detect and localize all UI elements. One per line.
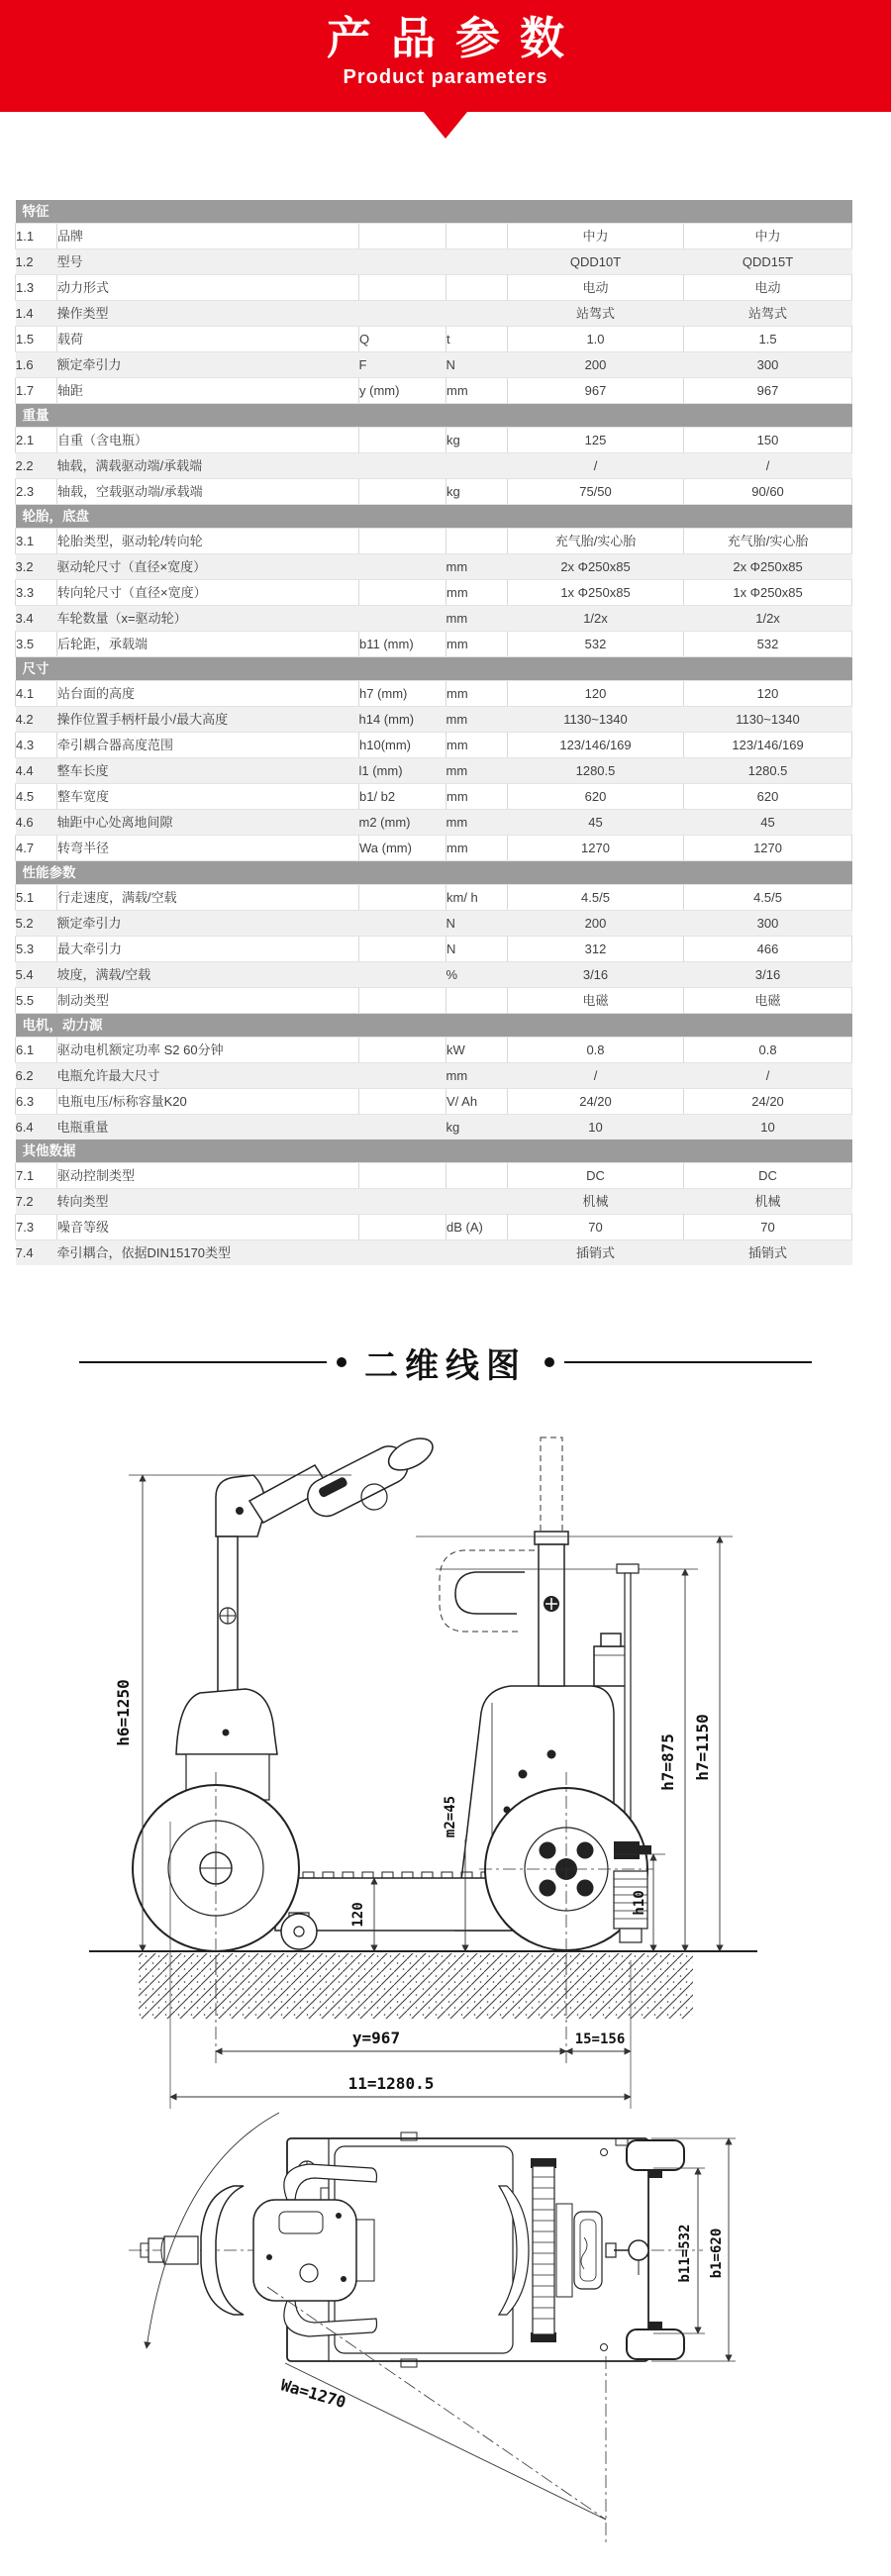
- table-row: [16, 962, 852, 988]
- table-cell: 整车长度: [57, 758, 359, 784]
- table-section-title: 电机，动力源: [16, 1014, 852, 1038]
- table-row: [16, 428, 852, 453]
- table-cell: mm: [446, 606, 508, 632]
- table-cell: [446, 453, 508, 479]
- table-cell: 123/146/169: [508, 733, 684, 758]
- table-cell: 轴距: [57, 378, 359, 404]
- table-cell: [359, 1163, 446, 1189]
- side-view-drawing: [59, 1406, 891, 2158]
- table-cell: 坡度，满载/空载: [57, 962, 359, 988]
- table-cell: 驱动轮尺寸（直径×宽度）: [57, 554, 359, 580]
- table-cell: [359, 554, 446, 580]
- table-cell: [359, 1038, 446, 1063]
- table-cell: 2x Φ250x85: [508, 554, 684, 580]
- table-cell: 站驾式: [508, 301, 684, 327]
- table-cell: [359, 529, 446, 554]
- table-row: [16, 681, 852, 707]
- table-cell: h7 (mm): [359, 681, 446, 707]
- table-cell: kg: [446, 428, 508, 453]
- table-row: [16, 224, 852, 249]
- table-cell: 6.1: [16, 1038, 57, 1063]
- table-cell: [359, 249, 446, 275]
- table-cell: 620: [684, 784, 852, 810]
- table-section-title: 尺寸: [16, 657, 852, 681]
- table-cell: 4.3: [16, 733, 57, 758]
- table-cell: 轮胎类型，驱动轮/转向轮: [57, 529, 359, 554]
- table-cell: [446, 224, 508, 249]
- table-cell: 90/60: [684, 479, 852, 505]
- divider-line-right: [564, 1361, 812, 1363]
- table-row: [16, 327, 852, 352]
- table-row: [16, 1189, 852, 1215]
- table-cell: %: [446, 962, 508, 988]
- table-cell: 0.8: [508, 1038, 684, 1063]
- table-row: [16, 911, 852, 937]
- table-cell: /: [684, 1063, 852, 1089]
- table-cell: 4.5/5: [508, 885, 684, 911]
- dim-l1-label: 11=1280.5: [347, 2074, 435, 2093]
- banner-pointer: [424, 112, 467, 139]
- table-cell: mm: [446, 1063, 508, 1089]
- table-cell: 站驾式: [684, 301, 852, 327]
- table-cell: [359, 580, 446, 606]
- table-cell: F: [359, 352, 446, 378]
- page-subtitle: Product parameters: [343, 66, 548, 88]
- table-cell: 1130~1340: [508, 707, 684, 733]
- table-cell: 电磁: [508, 988, 684, 1014]
- table-cell: 123/146/169: [684, 733, 852, 758]
- table-cell: 532: [684, 632, 852, 657]
- table-cell: mm: [446, 758, 508, 784]
- table-row: [16, 810, 852, 836]
- table-cell: 制动类型: [57, 988, 359, 1014]
- table-cell: 插销式: [684, 1240, 852, 1266]
- table-cell: h10(mm): [359, 733, 446, 758]
- table-cell: 驱动控制类型: [57, 1163, 359, 1189]
- table-cell: 2.1: [16, 428, 57, 453]
- table-cell: 3/16: [684, 962, 852, 988]
- table-cell: [359, 1089, 446, 1115]
- top-view-dimensions: [651, 2138, 736, 2361]
- table-cell: N: [446, 352, 508, 378]
- table-cell: /: [684, 453, 852, 479]
- table-cell: QDD15T: [684, 249, 852, 275]
- ground: [89, 1951, 757, 2019]
- table-cell: l1 (mm): [359, 758, 446, 784]
- table-row: [16, 988, 852, 1014]
- table-cell: 电瓶电压/标称容量K20: [57, 1089, 359, 1115]
- table-cell: 机械: [508, 1189, 684, 1215]
- table-cell: 10: [508, 1115, 684, 1140]
- table-cell: 4.1: [16, 681, 57, 707]
- table-cell: 620: [508, 784, 684, 810]
- table-cell: [446, 988, 508, 1014]
- table-cell: [359, 479, 446, 505]
- table-cell: 中力: [508, 224, 684, 249]
- params-table: [15, 200, 852, 1265]
- table-section-row: [16, 200, 852, 224]
- dim-wa-label: Wa=1270: [278, 2375, 348, 2413]
- table-cell: 466: [684, 937, 852, 962]
- table-cell: 型号: [57, 249, 359, 275]
- table-cell: mm: [446, 580, 508, 606]
- table-cell: b11 (mm): [359, 632, 446, 657]
- table-cell: 操作类型: [57, 301, 359, 327]
- table-cell: 6.3: [16, 1089, 57, 1115]
- table-cell: 3.4: [16, 606, 57, 632]
- table-cell: [359, 275, 446, 301]
- table-cell: y (mm): [359, 378, 446, 404]
- table-cell: m2 (mm): [359, 810, 446, 836]
- table-row: [16, 885, 852, 911]
- table-cell: 充气胎/实心胎: [508, 529, 684, 554]
- table-row: [16, 275, 852, 301]
- dim-h10-label: h10: [632, 1890, 647, 1916]
- table-cell: 5.1: [16, 885, 57, 911]
- table-cell: 转向类型: [57, 1189, 359, 1215]
- table-cell: [359, 428, 446, 453]
- table-cell: 7.2: [16, 1189, 57, 1215]
- table-cell: 7.1: [16, 1163, 57, 1189]
- table-cell: b1/ b2: [359, 784, 446, 810]
- table-cell: 操作位置手柄杆最小/最大高度: [57, 707, 359, 733]
- table-section-row: [16, 1014, 852, 1038]
- table-row: [16, 1038, 852, 1063]
- table-row: [16, 758, 852, 784]
- table-cell: 1.3: [16, 275, 57, 301]
- table-cell: 3.3: [16, 580, 57, 606]
- table-cell: 电动: [508, 275, 684, 301]
- drawing-section-title: 二维线图: [364, 1346, 527, 1385]
- table-cell: [446, 275, 508, 301]
- table-cell: 机械: [684, 1189, 852, 1215]
- table-cell: h14 (mm): [359, 707, 446, 733]
- table-cell: 电瓶允许最大尺寸: [57, 1063, 359, 1089]
- table-row: [16, 1215, 852, 1240]
- table-cell: 300: [684, 911, 852, 937]
- banner: [0, 0, 891, 112]
- table-row: [16, 453, 852, 479]
- table-cell: [359, 453, 446, 479]
- table-cell: 4.4: [16, 758, 57, 784]
- table-row: [16, 1163, 852, 1189]
- table-cell: mm: [446, 836, 508, 861]
- table-cell: 1.6: [16, 352, 57, 378]
- dim-h7-inner-label: h7=875: [658, 1734, 677, 1791]
- table-cell: 70: [508, 1215, 684, 1240]
- table-row: [16, 529, 852, 554]
- table-cell: [359, 1189, 446, 1215]
- table-cell: [359, 962, 446, 988]
- table-cell: DC: [508, 1163, 684, 1189]
- table-row: [16, 1115, 852, 1140]
- table-cell: 最大牵引力: [57, 937, 359, 962]
- table-cell: 200: [508, 352, 684, 378]
- divider-dot-right: [544, 1357, 554, 1367]
- table-cell: QDD10T: [508, 249, 684, 275]
- table-cell: dB (A): [446, 1215, 508, 1240]
- table-cell: 1/2x: [508, 606, 684, 632]
- table-cell: [359, 911, 446, 937]
- table-cell: 3.2: [16, 554, 57, 580]
- table-cell: 1280.5: [684, 758, 852, 784]
- table-cell: 5.2: [16, 911, 57, 937]
- dim-l5-label: 15=156: [574, 2031, 626, 2047]
- divider-line-left: [79, 1361, 327, 1363]
- table-cell: 站台面的高度: [57, 681, 359, 707]
- table-cell: V/ Ah: [446, 1089, 508, 1115]
- table-row: [16, 707, 852, 733]
- table-cell: 1x Φ250x85: [508, 580, 684, 606]
- table-section-title: 特征: [16, 200, 852, 224]
- dim-m2-label: m2=45: [443, 1795, 458, 1838]
- table-section-row: [16, 505, 852, 529]
- table-cell: N: [446, 911, 508, 937]
- table-row: [16, 836, 852, 861]
- table-cell: 牵引耦合，依据DIN15170类型: [57, 1240, 359, 1266]
- table-cell: km/ h: [446, 885, 508, 911]
- table-cell: 噪音等级: [57, 1215, 359, 1240]
- table-cell: 后轮距，承载端: [57, 632, 359, 657]
- table-cell: 4.7: [16, 836, 57, 861]
- table-cell: 3.1: [16, 529, 57, 554]
- table-cell: [359, 1240, 446, 1266]
- table-cell: 行走速度，满载/空载: [57, 885, 359, 911]
- table-cell: 4.5/5: [684, 885, 852, 911]
- table-row: [16, 352, 852, 378]
- table-row: [16, 937, 852, 962]
- dim-platform-label: 120: [350, 1902, 366, 1928]
- table-row: [16, 580, 852, 606]
- table-cell: 转弯半径: [57, 836, 359, 861]
- table-cell: 额定牵引力: [57, 352, 359, 378]
- table-row: [16, 632, 852, 657]
- table-cell: [359, 937, 446, 962]
- dim-h7-outer-label: h7=1150: [693, 1714, 712, 1781]
- dim-b1-label: b1=620: [709, 2228, 725, 2279]
- table-row: [16, 784, 852, 810]
- table-cell: 7.3: [16, 1215, 57, 1240]
- table-cell: 驱动电机额定功率 S2 60分钟: [57, 1038, 359, 1063]
- table-cell: mm: [446, 632, 508, 657]
- table-cell: 0.8: [684, 1038, 852, 1063]
- table-cell: 200: [508, 911, 684, 937]
- table-cell: 转向轮尺寸（直径×宽度）: [57, 580, 359, 606]
- table-cell: mm: [446, 733, 508, 758]
- table-row: [16, 249, 852, 275]
- table-cell: 轴载，满载驱动端/承载端: [57, 453, 359, 479]
- table-row: [16, 606, 852, 632]
- table-cell: kg: [446, 1115, 508, 1140]
- table-cell: 7.4: [16, 1240, 57, 1266]
- table-cell: 电瓶重量: [57, 1115, 359, 1140]
- dim-wheelbase-label: y=967: [351, 2029, 401, 2047]
- table-section-row: [16, 861, 852, 885]
- dim-b11-label: b11=532: [677, 2224, 693, 2283]
- table-cell: 5.3: [16, 937, 57, 962]
- table-section-title: 其他数据: [16, 1139, 852, 1163]
- table-cell: [359, 885, 446, 911]
- table-cell: /: [508, 1063, 684, 1089]
- table-cell: 125: [508, 428, 684, 453]
- table-cell: 1.5: [684, 327, 852, 352]
- table-cell: 967: [508, 378, 684, 404]
- table-row: [16, 1240, 852, 1266]
- table-cell: 45: [508, 810, 684, 836]
- table-cell: 载荷: [57, 327, 359, 352]
- table-cell: mm: [446, 810, 508, 836]
- table-cell: N: [446, 937, 508, 962]
- table-cell: [359, 224, 446, 249]
- table-cell: 24/20: [508, 1089, 684, 1115]
- parameters-table-wrap: [15, 200, 851, 1265]
- table-row: [16, 1089, 852, 1115]
- table-cell: 3.5: [16, 632, 57, 657]
- table-cell: 充气胎/实心胎: [684, 529, 852, 554]
- table-row: [16, 479, 852, 505]
- table-cell: 120: [684, 681, 852, 707]
- table-cell: 插销式: [508, 1240, 684, 1266]
- table-cell: [359, 606, 446, 632]
- table-cell: 6.2: [16, 1063, 57, 1089]
- table-cell: 中力: [684, 224, 852, 249]
- table-section-row: [16, 657, 852, 681]
- table-cell: 4.2: [16, 707, 57, 733]
- table-cell: mm: [446, 707, 508, 733]
- table-section-row: [16, 404, 852, 428]
- table-cell: 自重（含电瓶）: [57, 428, 359, 453]
- table-cell: 额定牵引力: [57, 911, 359, 937]
- table-cell: mm: [446, 554, 508, 580]
- table-cell: 1.5: [16, 327, 57, 352]
- table-row: [16, 301, 852, 327]
- table-cell: 轴载，空载驱动端/承载端: [57, 479, 359, 505]
- table-cell: 1.4: [16, 301, 57, 327]
- table-cell: 300: [684, 352, 852, 378]
- table-cell: 70: [684, 1215, 852, 1240]
- table-cell: 5.4: [16, 962, 57, 988]
- table-cell: 牵引耦合器高度范围: [57, 733, 359, 758]
- table-cell: [359, 1215, 446, 1240]
- table-cell: 2.3: [16, 479, 57, 505]
- table-cell: kW: [446, 1038, 508, 1063]
- table-cell: 2x Φ250x85: [684, 554, 852, 580]
- table-cell: 2.2: [16, 453, 57, 479]
- table-cell: [359, 301, 446, 327]
- table-cell: [446, 1240, 508, 1266]
- table-cell: 532: [508, 632, 684, 657]
- table-cell: 整车宽度: [57, 784, 359, 810]
- table-cell: 1270: [684, 836, 852, 861]
- table-cell: 312: [508, 937, 684, 962]
- table-cell: 120: [508, 681, 684, 707]
- table-cell: 电磁: [684, 988, 852, 1014]
- table-cell: 1280.5: [508, 758, 684, 784]
- table-cell: 1.0: [508, 327, 684, 352]
- table-cell: 1/2x: [684, 606, 852, 632]
- table-section-row: [16, 1139, 852, 1163]
- table-row: [16, 554, 852, 580]
- table-cell: 6.4: [16, 1115, 57, 1140]
- table-cell: [446, 249, 508, 275]
- table-cell: 1.7: [16, 378, 57, 404]
- table-cell: 5.5: [16, 988, 57, 1014]
- table-cell: [446, 529, 508, 554]
- table-cell: 品牌: [57, 224, 359, 249]
- table-cell: 动力形式: [57, 275, 359, 301]
- table-cell: DC: [684, 1163, 852, 1189]
- table-cell: 10: [684, 1115, 852, 1140]
- top-view-drawing: [59, 2109, 891, 2576]
- table-cell: /: [508, 453, 684, 479]
- table-row: [16, 378, 852, 404]
- table-cell: 1130~1340: [684, 707, 852, 733]
- table-cell: 4.5: [16, 784, 57, 810]
- table-cell: mm: [446, 378, 508, 404]
- table-cell: mm: [446, 784, 508, 810]
- table-row: [16, 1063, 852, 1089]
- table-section-title: 性能参数: [16, 861, 852, 885]
- table-cell: 24/20: [684, 1089, 852, 1115]
- table-cell: Wa (mm): [359, 836, 446, 861]
- page-title: 产品参数: [326, 13, 584, 63]
- table-row: [16, 733, 852, 758]
- table-section-title: 重量: [16, 404, 852, 428]
- table-section-title: 轮胎，底盘: [16, 505, 852, 529]
- table-cell: 1.1: [16, 224, 57, 249]
- table-cell: 1x Φ250x85: [684, 580, 852, 606]
- table-cell: 车轮数量（x=驱动轮）: [57, 606, 359, 632]
- table-cell: 150: [684, 428, 852, 453]
- table-cell: 967: [684, 378, 852, 404]
- table-cell: 45: [684, 810, 852, 836]
- table-cell: 1270: [508, 836, 684, 861]
- table-cell: t: [446, 327, 508, 352]
- table-cell: 轴距中心处离地间隙: [57, 810, 359, 836]
- table-cell: 1.2: [16, 249, 57, 275]
- table-cell: 4.6: [16, 810, 57, 836]
- table-cell: [359, 1063, 446, 1089]
- table-cell: [446, 301, 508, 327]
- table-cell: 3/16: [508, 962, 684, 988]
- table-cell: [359, 988, 446, 1014]
- table-cell: Q: [359, 327, 446, 352]
- table-cell: 75/50: [508, 479, 684, 505]
- table-cell: [446, 1189, 508, 1215]
- params-table-body: [16, 200, 852, 1265]
- table-cell: [446, 1163, 508, 1189]
- table-cell: 电动: [684, 275, 852, 301]
- dim-h6-label: h6=1250: [114, 1679, 133, 1746]
- divider-dot-left: [337, 1357, 346, 1367]
- drawing-section-divider: [0, 1335, 891, 1390]
- table-cell: [359, 1115, 446, 1140]
- table-cell: kg: [446, 479, 508, 505]
- table-cell: mm: [446, 681, 508, 707]
